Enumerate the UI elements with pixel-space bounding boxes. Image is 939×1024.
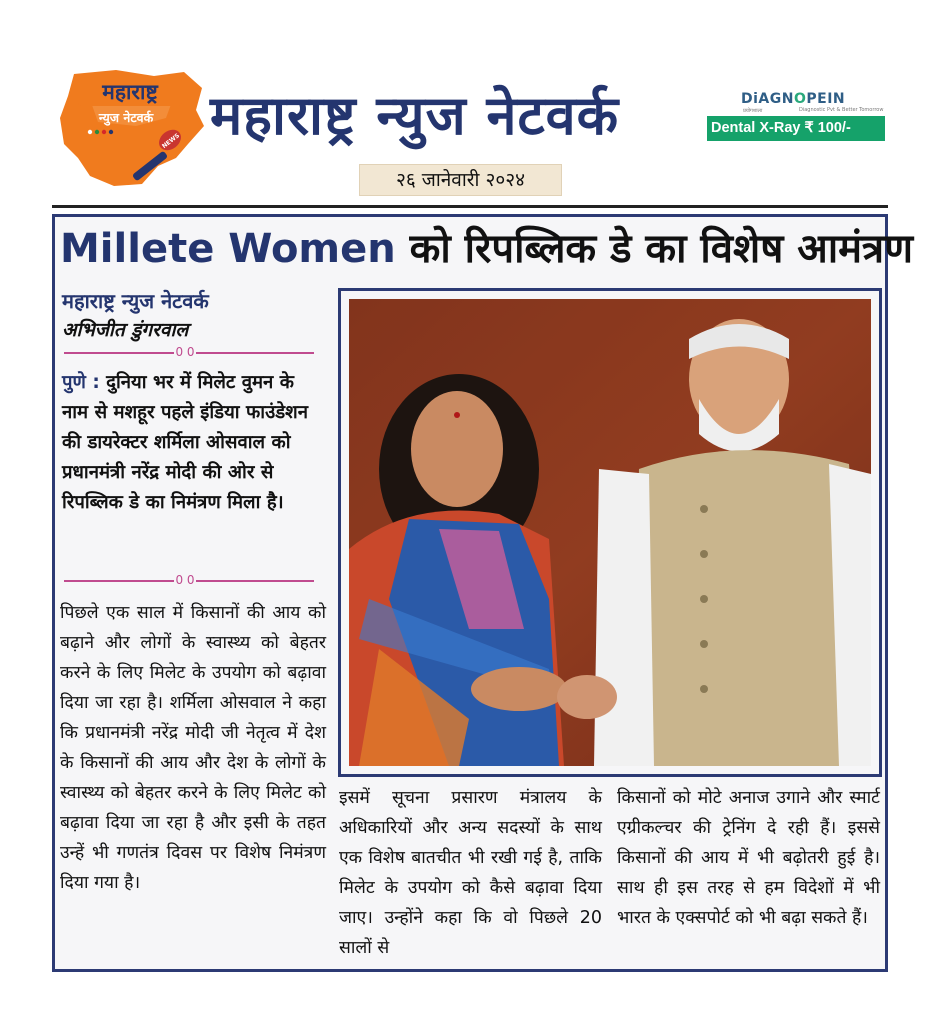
ad-brand: DiAGNOPEIN [741,91,846,107]
lead-text: दुनिया भर में मिलेट वुमन के नाम से मशहूर पहले इंडिया फाउंडेशन की डायरेक्टर शर्मिला ओसवाल को प्रधानमंत्री नरेंद्र मोदी की ओर से रिपब्लिक डे का निमंत्रण मिला है। [62,372,308,513]
advertisement[interactable] [707,89,885,144]
maharashtra-map-logo [56,66,206,188]
logo-text-bottom: न्युज नेटवर्क [98,110,154,125]
divider-ornament: 0 0 [175,573,195,587]
logo-text-top: महाराष्ट्र [102,80,158,104]
article-photo [338,288,882,777]
issue-date: २६ जानेवारी २०२४ [359,164,562,196]
ad-tagline: Diagnostic Pvt & Better Tomorrow [799,107,884,113]
byline: अभिजीत डुंगरवाल [62,319,189,341]
header-rule [52,205,888,208]
article-column-right: किसानों को मोटे अनाज उगाने और स्मार्ट एग्रीकल्चर की ट्रेनिंग दे रही हैं। इससे किसानों की आय में भी बढ़ोतरी हुई है। साथ ही इस तरह से हम विदेशों में भी भारत के एक्सपोर्ट को भी बढ़ा सकते हैं। [617,788,880,928]
logo [56,66,206,188]
divider-top [64,345,314,359]
divider-bottom [64,573,314,587]
article-column-left: पिछले एक साल में किसानों की आय को बढ़ाने और लोगों के स्वास्थ्य को बेहतर करने के लिए मिलेट के उपयोग को बढ़ावा दिया जा रहा है। शर्मिला ओसवाल ने कहा कि प्रधानमंत्री नरेंद्र मोदी जी नेतृत्व में देश के किसानों की आय और देश के लोगों के स्वास्थ्य को बेहतर करने के लिए मिलेट को बढ़ावा दिया जा रहा है और इसी के तहत उन्हें भी गणतंत्र दिवस पर विशेष निमंत्रण दिया गया है। [60,603,326,893]
headline-english: Millete Women [60,226,396,272]
dateline: पुणे : [62,372,100,393]
mic-label: NEWS [160,132,181,151]
source-name: महाराष्ट्र न्युज नेटवर्क [62,289,209,313]
article-column-middle: इसमें सूचना प्रसारण मंत्रालय के अधिकारियों और अन्य सदस्यों के साथ एक विशेष बातचीत भी रखी गई है, ताकि मिलेट के उपयोग को कैसे बढ़ावा दिया जाए। उन्होंने कहा कि वो पिछले 20 सालों से [339,788,602,958]
headline-hindi: को रिपब्लिक डे का विशेष आमंत्रण [395,226,914,272]
divider-ornament: 0 0 [175,345,195,359]
handshake-photo [349,299,871,766]
lead-paragraph [62,368,324,518]
masthead-title: महाराष्ट्र न्युज नेटवर्क [210,84,620,147]
headline [60,224,913,274]
ad-offer: Dental X-Ray ₹ 100/- [707,116,885,141]
ad-brand-subtext: प्रयोगशाला [743,108,763,114]
